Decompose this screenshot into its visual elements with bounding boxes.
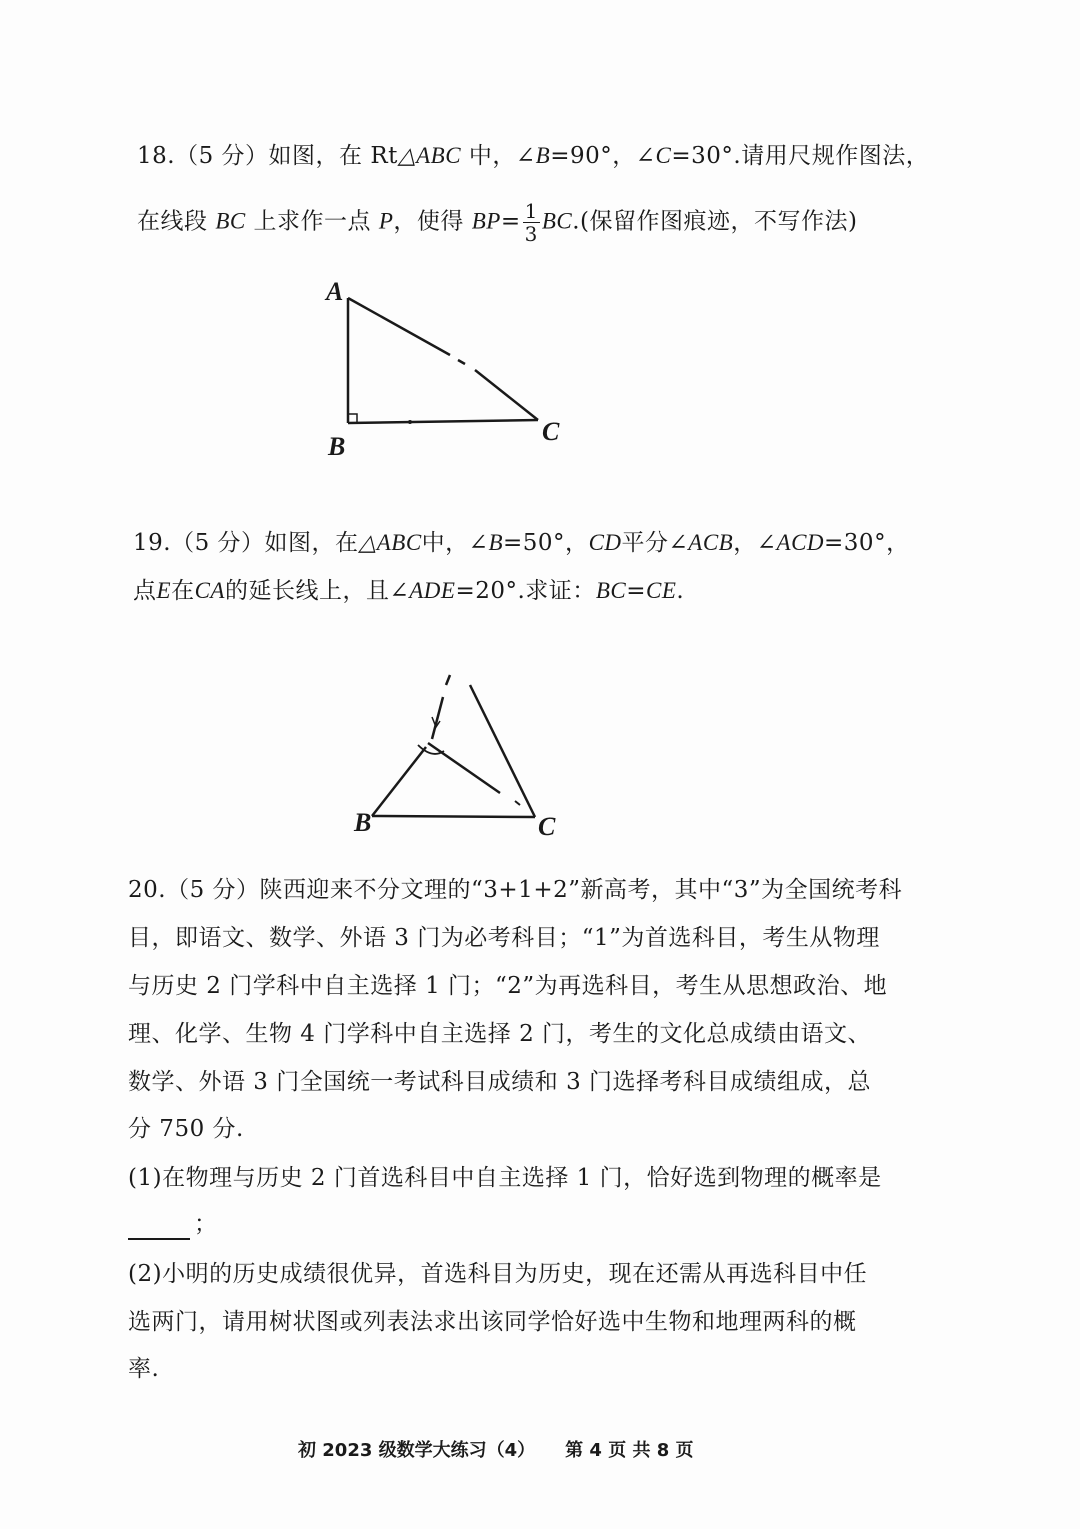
footer-page-number: 第 4 页 共 8 页 <box>565 1440 694 1461</box>
q19-text: 中，∠ <box>421 530 489 556</box>
q20-line-1 <box>128 874 902 906</box>
q20-text: 分 750 分. <box>128 1116 244 1142</box>
q18-fraction <box>523 200 540 245</box>
answer-blank[interactable] <box>128 1214 190 1240</box>
q20-part2-line-2 <box>128 1306 857 1338</box>
q19-text: 19.（5 分）如图，在 <box>133 530 359 556</box>
footer-exam-title: 初 2023 级数学大练习（4） <box>298 1440 536 1461</box>
fraction-numerator: 1 <box>524 199 538 223</box>
side-BC <box>348 420 538 423</box>
q20-part1-answer <box>128 1208 218 1240</box>
q20-part1-text: (1)在物理与历史 2 门首选科目中自主选择 1 门，恰好选到物理的概率是 <box>128 1165 882 1191</box>
q20-text: ； <box>194 1211 218 1237</box>
q18-text: 在线段 <box>137 208 216 235</box>
q18-var: BC <box>541 208 573 234</box>
q18-text: = <box>500 208 521 235</box>
q18-text: ，使得 <box>393 208 472 235</box>
q20-text: 与历史 2 门学科中自主选择 1 门；“2”为再选科目，考生从思想政治、地 <box>128 973 888 999</box>
q18-var: C <box>655 143 672 168</box>
label-A: A <box>326 277 344 306</box>
q20-text: 目，即语文、数学、外语 3 门为必考科目；“1”为首选科目，考生从物理 <box>128 925 880 951</box>
q20-part2-line-3 <box>128 1353 159 1385</box>
segment-CD <box>428 743 500 793</box>
q19-var: ACD <box>776 530 825 555</box>
q19-var: B <box>488 530 504 555</box>
page-footer <box>298 1436 724 1462</box>
q20-part2-text: 率. <box>128 1356 160 1382</box>
label-C: C <box>542 417 560 446</box>
q19-text: . <box>676 578 685 604</box>
line-to-E-part <box>432 697 443 739</box>
side-BA <box>372 747 426 816</box>
q20-part2-line-1 <box>128 1258 867 1290</box>
q20-line-5 <box>128 1066 871 1098</box>
q18-text: 上求作一点 <box>245 208 379 235</box>
q18-var: P <box>378 208 394 234</box>
q20-text: 理、化学、生物 4 门学科中自主选择 2 门，考生的文化总成绩由语文、 <box>128 1021 872 1047</box>
q19-text: 平分∠ <box>621 530 689 556</box>
dot-on-BC <box>408 420 412 424</box>
q20-part2-text: 选两门，请用树状图或列表法求出该同学恰好选中生物和地理两科的概 <box>128 1309 857 1335</box>
q20-line-6 <box>128 1113 244 1145</box>
q18-var: BC <box>215 208 246 234</box>
side-BC <box>372 816 535 817</box>
fraction-denominator: 3 <box>524 222 538 246</box>
q19-line-2 <box>133 575 684 607</box>
q18-text: 中，∠ <box>461 143 536 169</box>
q19-figure <box>340 665 580 845</box>
q19-text: =50°， <box>503 530 589 556</box>
q20-part1 <box>128 1162 882 1194</box>
side-CE <box>470 685 535 817</box>
q19-text: 的延长线上，且∠ <box>224 578 410 604</box>
q20-text: 数学、外语 3 门全国统一考试科目成绩和 3 门选择考科目成绩组成，总 <box>128 1069 872 1095</box>
q19-text: 在 <box>171 578 195 604</box>
q20-text: 20.（5 分）陕西迎来不分文理的“3+1+2”新高考，其中“3”为全国统考科 <box>128 877 903 903</box>
q18-line-2 <box>137 200 857 245</box>
side-AC-dash <box>458 360 465 364</box>
side-AC-part1 <box>348 298 450 355</box>
q18-text: =30°.请用尺规作图法， <box>671 143 930 169</box>
q19-var: ADE <box>409 578 456 603</box>
q19-var: CD <box>588 530 622 555</box>
q19-var: E <box>156 578 172 603</box>
q18-var: BP <box>471 208 501 234</box>
label-B: B <box>328 432 346 461</box>
line-to-E-tip <box>446 675 450 685</box>
segment-CD-dash <box>515 801 520 805</box>
q18-line-1 <box>137 140 929 172</box>
label-C: C <box>538 812 556 841</box>
q19-var: BC <box>595 578 627 603</box>
q18-text: .(保留作图痕迹，不写作法) <box>572 208 858 235</box>
q19-var: CA <box>194 578 225 603</box>
label-B: B <box>354 808 372 837</box>
q19-text: ，∠ <box>733 530 777 556</box>
q19-text: =30°， <box>824 530 910 556</box>
q20-line-2 <box>128 922 880 954</box>
q18-var: B <box>535 143 551 168</box>
q19-triangle: △ABC <box>358 530 422 555</box>
q18-text: =90°，∠ <box>550 143 656 169</box>
q18-figure <box>310 270 590 470</box>
q19-line-1 <box>133 527 910 559</box>
q19-var: ACB <box>688 530 734 555</box>
side-AC-part2 <box>475 370 538 420</box>
q19-text: = <box>626 578 646 604</box>
q20-line-3 <box>128 970 887 1002</box>
q19-text: =20°.求证： <box>455 578 596 604</box>
q18-triangle: △ABC <box>397 143 462 168</box>
q19-text: 点 <box>133 578 157 604</box>
q20-line-4 <box>128 1018 871 1050</box>
q20-part2-text: (2)小明的历史成绩很优异，首选科目为历史，现在还需从再选科目中任 <box>128 1261 868 1287</box>
q19-var: CE <box>645 578 677 603</box>
q18-text: 18.（5 分）如图，在 Rt <box>137 143 398 169</box>
